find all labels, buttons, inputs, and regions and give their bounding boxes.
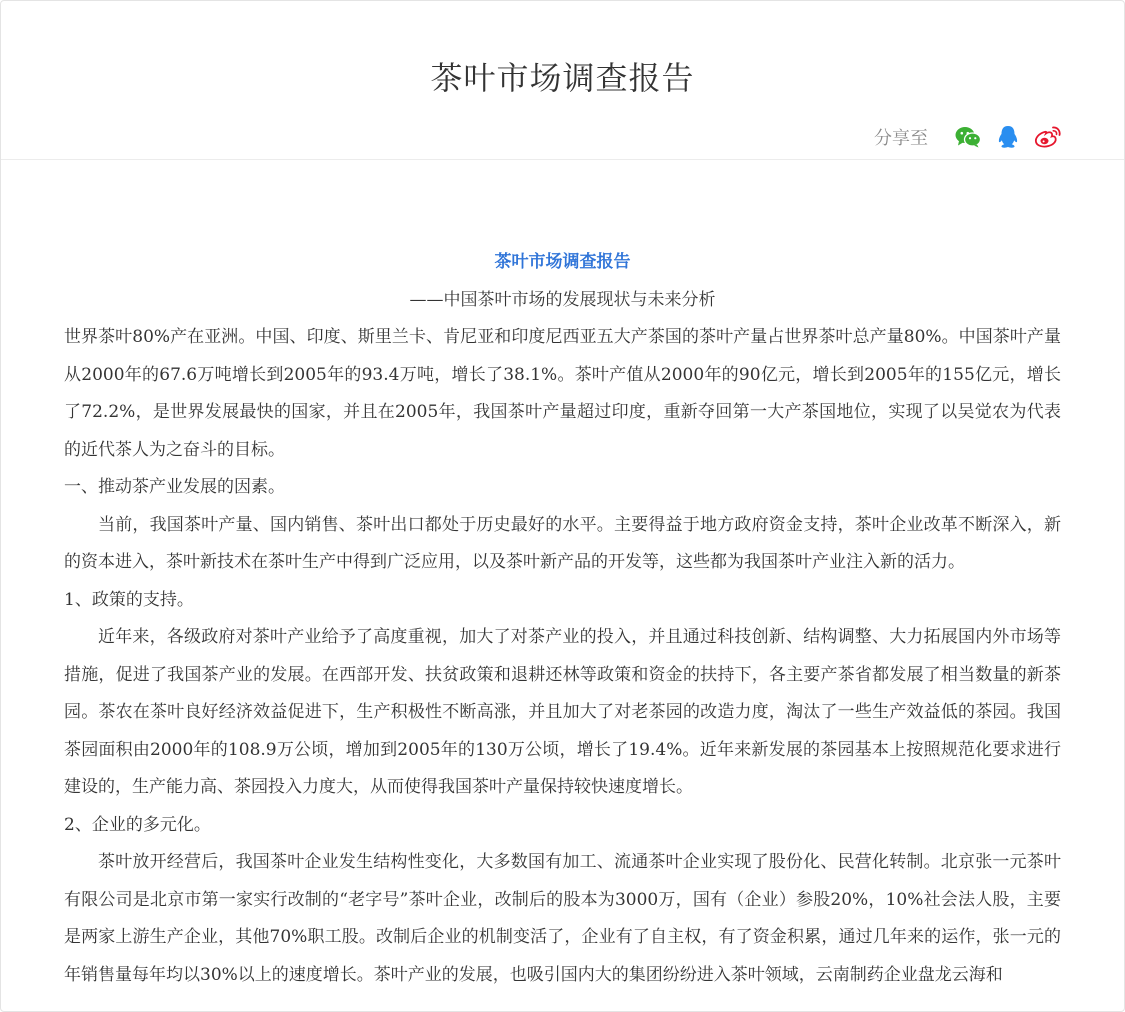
section-subheading: 2、企业的多元化。: [64, 814, 211, 835]
paragraph: 当前，我国茶叶产量、国内销售、茶叶出口都处于历史最好的水平。主要得益于地方政府资金支持，茶叶企业改革不断深入，新的资本进入，茶叶新技术在茶叶生产中得到广泛应用，以及茶叶新产品的开发等，这些都为我国茶叶产业注入新的活力。: [64, 514, 1061, 572]
paragraph-intro: 世界茶叶80%产在亚洲。中国、印度、斯里兰卡、肯尼亚和印度尼西亚五大产茶国的茶叶产量占世界茶叶总产量80%。中国茶叶产量从2000年的67.6万吨增长到2005年的93.4万吨，增长了38.1%。茶叶产值从2000年的90亿元，增长到2005年的155亿元，增长了72.2%，是世界发展最快的国家，并且在2005年，我国茶叶产量超过印度，重新夺回第一大产茶国地位，实现了以吴觉农为代表的近代茶人为之奋斗的目标。: [64, 327, 1061, 460]
paragraph: 茶叶放开经营后，我国茶叶企业发生结构性变化，大多数国有加工、流通茶叶企业实现了股份化、民营化转制。北京张一元茶叶有限公司是北京市第一家实行改制的“老字号”茶叶企业，改制后的股本为3000万，国有（企业）参股20%，10%社会法人股，主要是两家上游生产企业，其他70%职工股。改制后企业的机制变活了，企业有了自主权，有了资金积累，通过几年来的运作，张一元的年销售量每年均以30%以上的速度增长。茶叶产业的发展，也吸引国内大的集团纷纷进入茶叶领域，云南制药企业盘龙云海和: [64, 852, 1061, 985]
share-label: 分享至: [874, 128, 928, 149]
page-title: 茶叶市场调查报告: [430, 59, 695, 97]
paragraph: 近年来，各级政府对茶叶产业给予了高度重视，加大了对茶产业的投入，并且通过科技创新、结构调整、大力拓展国内外市场等措施，促进了我国茶产业的发展。在西部开发、扶贫政策和退耕还林等政策和资金的扶持下，各主要产茶省都发展了相当数量的新茶园。茶农在茶叶良好经济效益促进下，生产积极性不断高涨，并且加大了对老茶园的改造力度，淘汰了一些生产效益低的茶园。我国茶园面积由2000年的108.9万公顷，增加到2005年的130万公顷，增长了19.4%。近年来新发展的茶园基本上按照规范化要求进行建设的，生产能力高、茶园投入力度大，从而使得我国茶叶产量保持较快速度增长。: [64, 627, 1061, 797]
section-heading: 一、推动茶产业发展的因素。: [64, 477, 285, 497]
share-bar: [874, 123, 1062, 151]
wechat-icon[interactable]: [954, 123, 982, 151]
section-subheading: 1、政策的支持。: [64, 589, 194, 610]
article-header: [1, 1, 1124, 160]
weibo-icon[interactable]: [1034, 123, 1062, 151]
qq-icon[interactable]: [994, 123, 1022, 151]
article-body: [64, 244, 1061, 994]
article-subtitle: ——中国茶叶市场的发展现状与未来分析: [409, 289, 716, 310]
article-title: 茶叶市场调查报告: [494, 252, 631, 272]
